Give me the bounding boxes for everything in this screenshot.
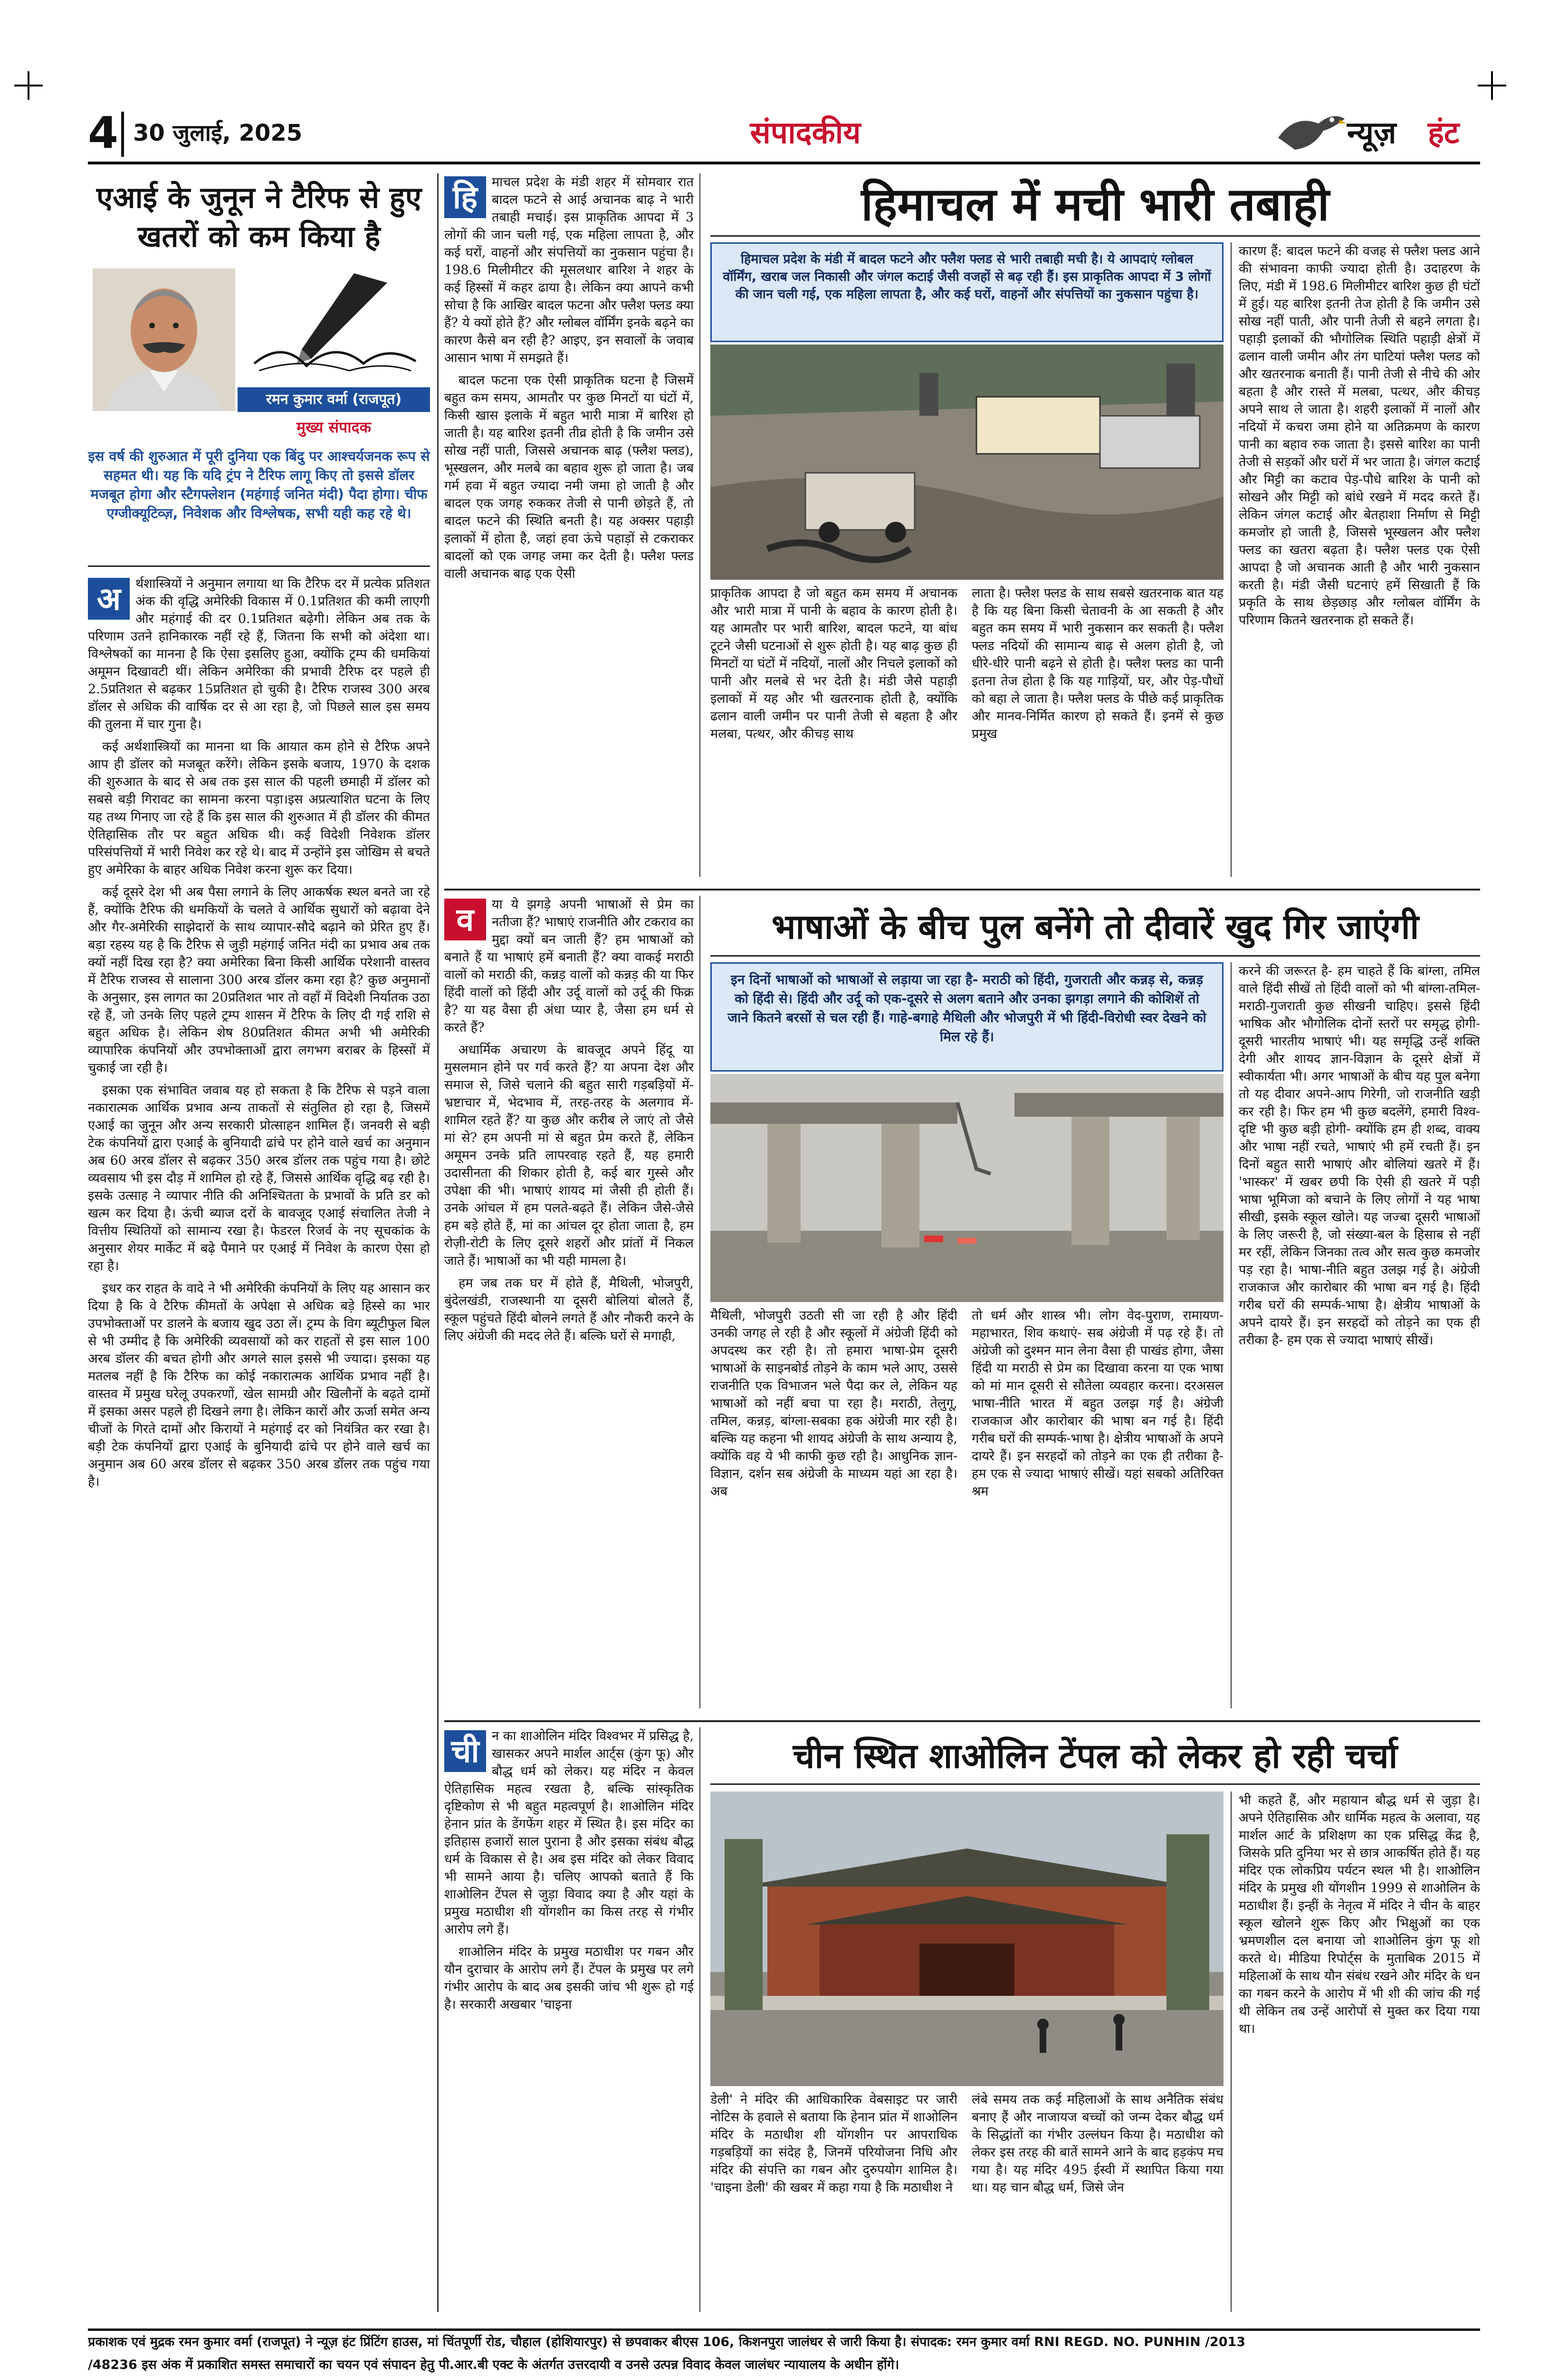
pen-signature-art — [245, 268, 425, 378]
languages-separator — [699, 896, 700, 1708]
issue-date: 30 जुलाई, 2025 — [133, 120, 303, 146]
author-name-bar — [238, 387, 430, 412]
languages-col4: करने की जरूरत है- हम चाहते हैं कि बांग्ला, तमिल वाले हिंदी सीखें तो हिंदी वालों को भी बांग्ला-तमिल-मराठी-गुजराती कुछ सीखनी चाहिए। इससे हिंदी भाषिक और भौगोलिक दोनों स्तरों पर समृद्ध होगी- दूसरी भारतीय भाषाएं भी। यह समृद्धि उन्हें शक्ति देगी और शायद ज्ञान-विज्ञान के दूसरे क्षेत्रों में स्वीकार्यता भी। अगर भाषाओं के बीच यह पुल बनेगा तो यह दीवार अपने-आप गिरेगी, जो राजनीति खड़ी कर रही है। फिर हम भी कुछ बदलेंगे, हमारी विश्व-दृष्टि भी कुछ बड़ी होगी- क्योंकि हम ही शब्द, वाक्य और भाषा नहीं रचते, भाषाएं भी हमें रचती हैं। इन दिनों बहुत सारी भाषाएं और बोलियां खतरे में हैं। 'भास्कर' में खबर छपी कि ऐसी ही खतरे में पड़ी भाषा भूमिजा को बचाने के लिए लोगों ने यह भाषा सीखी, इसके स्कूल खोले। यह जज्बा दूसरी भाषाओं के लिए जरूरी है, जो संख्या-बल के हिसाब से नहीं मर रहीं, लेकिन जिनका तत्व और सत्व कुछ कमजोर पड़ रहा है। भाषा-नीति बहुत उलझ गई है। अंग्रेजी राजकाज और कारोबार की भाषा बन गई है। हिंदी गरीब घरों की सम्पर्क-भाषा है। क्षेत्रीय भाषाओं के अपने दायरे हैं। इन सरहदों को तोड़ने का एक ही तरीका है- हम एक से ज्यादा भाषाएं सीखें। — [1239, 964, 1480, 1348]
registration-mark-top-right-v — [1491, 71, 1493, 100]
languages-article — [444, 896, 1480, 1715]
languages-headline-rule — [710, 955, 1480, 957]
masthead-divider — [121, 112, 124, 157]
himachal-col1 — [444, 173, 694, 877]
column-separator-left — [437, 173, 439, 2312]
shaolin-col3: लंबे समय तक कई महिलाओं के साथ अनैतिक संबंध बनाए हैं और नाजायज बच्चों को जन्म देकर बौद्ध धर्म के सिद्धांतों का गंभीर उल्लंघन किया है। मठाधीश को लेकर इस तरह की बातें सामने आने के बाद हड़कंप मच गया है। यह मंदिर 495 ईस्वी में स्थापित किया गया था। यह चान बौद्ध धर्म, जिसे जेन — [972, 2092, 1224, 2195]
brand-name-part2: हंट — [1428, 115, 1460, 151]
himachal-dropcap: हि — [444, 176, 486, 218]
editorial-paragraph: र्थशास्त्रियों ने अनुमान लगाया था कि टैरिफ दर में प्रत्येक प्रतिशत अंक की वृद्धि अमेरिकी विकास में 0.1प्रतिशत की कमी लाएगी और महंगाई की दर 0.1प्रतिशत बढ़ेगी। लेकिन अब तक के परिणाम उतने हानिकारक नहीं रहे हैं, जितना कि सभी को अंदेशा था।विश्लेषकों का मानना है कि ऐसा इसलिए हुआ, क्योंकि ट्रम्प की धमकियां अमूमन दिखावटी थीं। लेकिन अमेरिका की प्रभावी टैरिफ दर पहले ही 2.5प्रतिशत से बढ़कर 15प्रतिशत हो चुकी है। टैरिफ राजस्व 300 अरब डॉलर से अधिक की वार्षिक दर से आ रहा है, जो पिछले साल इस समय की तुलना में चार गुना है। — [88, 576, 430, 732]
himachal-paragraph: माचल प्रदेश के मंडी शहर में सोमवार रात बादल फटने से आई अचानक बाढ़ ने भारी तबाही मचाई। इस प्राकृतिक आपदा में 3 लोगों की जान चली गई, एक महिला लापता है, और कई घरों, वाहनों और संपत्तियों का नुकसान पहुंचा है। 198.6 मिलीमीटर की मूसलधार बारिश ने शहर के कई हिस्सों में कहर ढाया है। लेकिन क्या आपने कभी सोचा है कि आखिर बादल फटना और फ्लैश फ्लड क्या हैं? ये क्यों होते हैं? और ग्लोबल वॉर्मिंग इनके बढ़ने का कारण कैसे बन रही है? आइए, इन सवालों के जवाब आसान भाषा में समझते हैं। — [444, 175, 694, 365]
himachal-headline-rule — [710, 235, 1480, 237]
section-rule-1 — [444, 889, 1480, 891]
himachal-separator-right — [1231, 242, 1232, 877]
editorial-dropcap: अ — [88, 578, 130, 620]
languages-headline: भाषाओं के बीच पुल बनेंगे तो दीवारें खुद गिर जाएंगी — [771, 907, 1419, 947]
author-title: मुख्य संपादक — [296, 418, 372, 436]
shaolin-article — [444, 1727, 1480, 2317]
editorial-body — [88, 575, 430, 2324]
temple-illustration — [710, 1792, 1224, 2086]
editorial-summary: इस वर्ष की शुरुआत में पूरी दुनिया एक बिंदु पर आश्चर्यजनक रूप से सहमत थी। यह कि यदि ट्रंप ने टैरिफ लागू किए तो इससे डॉलर मजबूत होगा और स्टैगफ्लेशन (महंगाई जनित मंदी) पैदा होगा। चीफ एग्जीक्यूटिव्ज़, निवेशक और विश्लेषक, सभी यही कह रहे थे। — [88, 448, 430, 521]
bridge-photo — [710, 1074, 1224, 1302]
imprint-footer — [88, 2328, 1480, 2376]
imprint-line-1: प्रकाशक एवं मुद्रक रमन कुमार वर्मा (राजपूत) ने न्यूज़ हंट प्रिंटिंग हाउस, मां चिंतपूर्णी रोड, चौहाल (होशियारपुर) से छपवाकर बीएस 106, किशनपुरा जालंधर से जारी किया है। संपादक: रमन कुमार वर्मा RNI REGD. NO. PUNHIN /2013 — [88, 2335, 1246, 2349]
shaolin-temple-photo — [710, 1792, 1224, 2086]
page-number: 4 — [88, 107, 119, 158]
languages-paragraph: अधार्मिक अचारण के बावजूद अपने हिंदू या मुसलमान होने पर गर्व करते हैं? या अपना देश और समाज से, जिसे चलाने की बहुत सारी गड़बड़ियों में- भ्रष्टाचार में, भेदभाव में, तरह-तरह के अलगाव में- शामिल रहते हैं? या कुछ और करीब ले जाएं तो जैसे मां से? हम अपनी मां से बहुत प्रेम करते हैं, लेकिन अमूमन उनके प्रति लापरवाह रहते हैं, यह हमारी उदासीनता की शिकार होती है, कई बार गुस्से और उपेक्षा की भी। भाषाएं शायद मां जैसी ही होती हैं। उनके आंचल में हम पलते-बढ़ते हैं। लेकिन जैसे-जैसे हम बड़े होते हैं, मां का आंचल दूर होता जाता है, हम रोज़ी-रोटी के लिए दूसरे शहरों और प्रांतों में निकल जाते हैं। भाषाओं का भी यही मामला है। — [444, 1043, 694, 1268]
languages-col3: तो धर्म और शास्त्र भी। लोग वेद-पुराण, रामायण-महाभारत, शिव कथाएं- सब अंग्रेजी में पढ़ रहे हैं। तो अंग्रेजी को दुश्मन मान लेना वैसा ही पाखंड होगा, जैसा हिंदी या मराठी से प्रेम का दिखावा करना या एक भाषा को मां मान दूसरी से सौतेला व्यवहार करना। दरअसल भाषा-नीति भारत में बहुत उलझ गई है। अंग्रेजी राजकाज और कारोबार की भाषा बन गई है। हिंदी गरीब घरों की सम्पर्क-भाषा है। क्षेत्रीय भाषाओं के अपने दायरे हैं। इन सरहदों को तोड़ने का एक ही तरीका है- हम एक से ज्यादा भाषाएं सीखें। यहां सबको अतिरिक्त श्रम — [972, 1308, 1224, 1499]
himachal-article — [444, 173, 1480, 886]
section-title: संपादकीय — [750, 115, 861, 151]
section-rule-2 — [444, 1720, 1480, 1722]
fountain-pen-icon — [245, 268, 425, 378]
masthead-rule — [88, 162, 1480, 164]
masthead — [88, 107, 1480, 166]
himachal-separator — [699, 173, 700, 877]
languages-dropcap: व — [444, 899, 486, 940]
languages-col2: मैथिली, भोजपुरी उठती सी जा रही है और हिंदी उनकी जगह ले रही है और स्कूलों में अंग्रेजी हिंदी को अपदस्थ कर रही है। तो हमारा भाषा-प्रेम दूसरी भाषाओं के साइनबोर्ड तोड़ने के काम भले आए, उससे राजनीति एक विभाजन भले पैदा कर ले, लेकिन यह भाषाओं को नहीं बचा पा रहा है। मराठी, तेलुगू, तमिल, कन्नड़, बांग्ला-सबका हक अंग्रेजी मार रही है। बल्कि यह कहना भी शायद अंग्रेजी के साथ अन्याय है, क्योंकि वह ये भी काफी कुछ रही है। आधुनिक ज्ञान-विज्ञान, दर्शन सब अंग्रेजी के माध्यम यहां आ रहा है। अब — [710, 1308, 957, 1499]
himachal-headline: हिमाचल में मची भारी तबाही — [861, 178, 1329, 231]
languages-col1 — [444, 896, 694, 1708]
shaolin-col4: भी कहते हैं, और महायान बौद्ध धर्म से जुड़ा है। अपने ऐतिहासिक और धार्मिक महत्व के अलावा, यह मार्शल आर्ट के प्रशिक्षण का एक प्रसिद्ध केंद्र है, जिसके प्रति दुनिया भर से छात्र आकर्षित होते हैं। यह मंदिर एक लोकप्रिय पर्यटन स्थल भी है। शाओलिन मंदिर के प्रमुख शी योंगशीन 1999 से शाओलिन के मठाधीश हैं। इन्हीं के नेतृत्व में मंदिर ने चीन के बाहर स्कूल खोलने शुरू किए और भिक्षुओं का एक भ्रमणशील दल बनाया जो शाओलिन कुंग फू शो करते थे। मीडिया रिपोर्ट्स के मुताबिक 2015 में महिलाओं के साथ यौन संबंध रखने और मंदिर के धन का गबन करने के आरोप में भी शी की जांच की गई थी लेकिन तब उन्हें आरोपों से मुक्त कर दिया गया था। — [1239, 1793, 1480, 2036]
brand-name-part1: न्यूज़ — [1347, 115, 1396, 151]
himachal-flood-photo — [710, 345, 1224, 580]
himachal-paragraph: बादल फटना एक ऐसी प्राकृतिक घटना है जिसमें बहुत कम समय, आमतौर पर कुछ मिनटों या घंटों में, किसी खास इलाके में बहुत भारी मात्रा में बारिश हो जाती है। यह बारिश इतनी तीव्र होती है कि जमीन उसे सोख नहीं पाती, जिससे अचानक बाढ़ (फ्लैश फ्लड), भूस्खलन, और मलबे का बहाव शुरू हो जाता है। जब गर्म हवा में बहुत ज्यादा नमी जमा हो जाती है और बादल एक जगह रुककर तेजी से पानी छोड़ते हैं, तो बादल फटने की स्थिति बनती है। यह अक्सर पहाड़ी इलाकों में होता है, जहां हवा ऊंचे पहाड़ों से टकराकर बादलों को एक जगह जमा कर देती है। फ्लैश फ्लड वाली अचानक बाढ़ एक ऐसी — [444, 373, 694, 581]
author-portrait-icon — [93, 268, 235, 411]
himachal-summary: हिमाचल प्रदेश के मंडी में बादल फटने और फ्लैश फ्लड से भारी तबाही मची है। ये आपदाएं ग्लोबल वॉर्मिंग, खराब जल निकासी और जंगल कटाई जैसी वजहों से बढ़ रही हैं। इस प्राकृतिक आपदा में 3 लोगों की जान चली गई, एक महिला लापता है, और कई घरों, वाहनों और संपत्तियों का नुकसान पहुंचा है। — [710, 242, 1224, 342]
editorial-article — [88, 173, 430, 2324]
himachal-col3: लाता है। फ्लैश फ्लड के साथ सबसे खतरनाक बात यह है कि यह बिना किसी चेतावनी के आ सकती है और बहुत कम समय में भारी नुकसान कर सकती है। फ्लैश फ्लड नदियों की सामान्य बाढ़ से अलग होती है, जो धीरे-धीरे पानी बढ़ने से होती है। फ्लैश फ्लड का पानी इतना तेज होता है कि यह गाड़ियों, घर, और पेड़-पौधों को बहा ले जाता है। फ्लैश फ्लड के पीछे कई प्राकृतिक और मानव-निर्मित कारण हो सकते हैं। इनमें से कुछ प्रमुख — [972, 586, 1224, 741]
editorial-paragraph: कई अर्थशास्त्रियों का मानना था कि आयात कम होने से टैरिफ अपने आप ही डॉलर को मजबूत करेंगे। लेकिन इसके बजाय, 1970 के दशक की शुरुआत के बाद से अब तक इस साल की पहली छमाही में डॉलर को सबसे बड़ी गिरावट का सामना करना पड़ा।इस अप्रत्याशित घटना के लिए यह तथ्य गिनाए जा रहे हैं कि इस साल की शुरुआत में ही डॉलर की कीमत ऐतिहासिक तौर पर बहुत अधिक थी। कई विदेशी निवेशक डॉलर परिसंपत्तियों में भारी निवेश कर रहे थे। बाद में उन्होंने इस जोखिम से बचते हुए अमेरिका के बाहर अधिक निवेश करना शुरू कर दिया। — [88, 739, 430, 877]
languages-paragraph: हम जब तक घर में होते हैं, मैथिली, भोजपुरी, बुंदेलखंडी, राजस्थानी या दूसरी बोलियां बोलते हैं, स्कूल पहुंचते हिंदी बोलने लगते हैं और नौकरी करने के लिए अंग्रेजी की मदद लेते हैं। बल्कि घरों से मगाही, — [444, 1276, 694, 1343]
author-photo — [93, 268, 235, 411]
eagle-logo-icon — [1276, 109, 1347, 157]
shaolin-paragraph: शाओलिन मंदिर के प्रमुख मठाधीश पर गबन और यौन दुराचार के आरोप लगे हैं। टेंपल के प्रमुख पर लगे गंभीर आरोप के बाद अब इसकी जांच भी शुरू हो गई है। सरकारी अखबार 'चाइना — [444, 1945, 694, 2012]
shaolin-separator — [699, 1727, 700, 2312]
languages-separator-right — [1231, 962, 1232, 1708]
shaolin-col1 — [444, 1727, 694, 2312]
editorial-paragraph: कई दूसरे देश भी अब पैसा लगाने के लिए आकर्षक स्थल बनते जा रहे हैं, क्योंकि टैरिफ की धमकियों के चलते वे आर्थिक सुधारों को बढ़ावा देने और गैर-अमेरिकी साझेदारों के साथ व्यापार-सौदे बढ़ाने को प्रेरित हुए हैं। बड़ा रहस्य यह है कि टैरिफ से जुड़ी महंगाई जनित मंदी का प्रभाव अब तक क्यों नहीं दिख रहा है? क्या अमेरिका बिना किसी आर्थिक परेशानी वास्तव में टैरिफ राजस्व से सालाना 300 अरब डॉलर कमा रहा है? कुछ अनुमानों के अनुसार, इस लागत का 20प्रतिशत भार तो वहाँ में विदेशी निर्यातक उठा रहे हैं, जो उनके लिए पहले ट्रम्प शासन में टैरिफ के लिए दी गई राशि से बहुत अधिक है। लेकिन शेष 80प्रतिशत कीमत अभी भी अमेरिकी व्यापारिक कंपनियों और उपभोक्ताओं द्वारा लगभग बराबर के हिस्सों में चुकाई जा रही है। — [88, 885, 430, 1075]
languages-paragraph: या ये झगड़े अपनी भाषाओं से प्रेम का नतीजा हैं? भाषाएं राजनीति और टकराव का मुद्दा क्यों बन जाती हैं? हम भाषाओं को बनाते हैं या भाषाएं हमें बनाती हैं? क्या वाकई मराठी वालों को मराठी की, कन्नड़ वालों को कन्नड़ की या फिर हिंदी वालों को हिंदी और उर्दू वालों को उर्दू की फिक्र है? या यह वैसा ही अंधा प्यार है, जैसा हम धर्म से करते हैं? — [444, 897, 694, 1035]
registration-mark-top-left-v — [28, 71, 29, 100]
author-name: रमन कुमार वर्मा (राजपूत) — [266, 391, 402, 408]
shaolin-dropcap: ची — [444, 1730, 486, 1772]
editorial-headline: एआई के जुनून ने टैरिफ से हुए खतरों को कम किया है — [96, 180, 422, 254]
shaolin-headline: चीन स्थित शाओलिन टेंपल को लेकर हो रही चर्चा — [793, 1736, 1398, 1776]
shaolin-col2: डेली' ने मंदिर की आधिकारिक वेबसाइट पर जारी नोटिस के हवाले से बताया कि हेनान प्रांत में शाओलिन मंदिर के मठाधीश शी योंगशीन पर आपराधिक गड़बड़ियों का संदेह है, जिनमें परियोजना निधि और मंदिर की संपत्ति का गबन और दुरुपयोग शामिल है। 'चाइना डेली' की खबर में कहा गया है कि मठाधीश ने — [710, 2092, 957, 2195]
imprint-line-2: /48236 इस अंक में प्रकाशित समस्त समाचारों का चयन एवं संपादन हेतु पी.आर.बी एक्ट के अंतर्गत उत्तरदायी व उनसे उत्पन्न विवाद केवल जालंधर न्यायालय के अधीन होंगे। — [88, 2357, 899, 2372]
flood-scene-illustration — [710, 345, 1224, 580]
himachal-col4: कारण हैं: बादल फटने की वजह से फ्लैश फ्लड आने की संभावना काफी ज्यादा होती है। उदाहरण के लिए, मंडी में 198.6 मिलीमीटर बारिश कुछ ही घंटों में हुई। यह बारिश इतनी तेज होती है कि जमीन उसे सोख नहीं पाती, और पानी तेजी से बहने लगता है। पहाड़ी इलाकों की भौगोलिक स्थिति पहाड़ी क्षेत्रों में ढलान वाली जमीन और तंग घाटियां फ्लैश फ्लड को और खतरनाक बनाती हैं। पानी तेजी से नीचे की ओर बहता है और रास्ते में मलबा, पत्थर, और कीचड़ अपने साथ ले जाता है। शहरी इलाकों में नालों और नदियों में कचरा जमा होने या अतिक्रमण के कारण पानी का बहाव रुक जाता है। इससे बारिश का पानी तेजी से सड़कों और घरों में भर जाता है। जंगल कटाई और मिट्टी का कटाव पेड़-पौधे बारिश के पानी को सोखने और मिट्टी को बांधे रखने में मदद करते हैं। लेकिन जंगल कटाई और बेतहाशा निर्माण से मिट्टी कमजोर हो जाती है, जिससे भूस्खलन और फ्लैश फ्लड का खतरा बढ़ता है। फ्लैश फ्लड एक ऐसी आपदा है जो अचानक आती है और भारी नुकसान करती है। मंडी जैसी घटनाएं हमें सिखाती हैं कि प्रकृति के साथ छेड़छाड़ और ग्लोबल वॉर्मिंग के परिणाम कितने खतरनाक हो सकते हैं। — [1239, 244, 1480, 628]
shaolin-separator-right — [1231, 1792, 1232, 2312]
brand-logo — [1276, 107, 1480, 159]
shaolin-headline-rule — [710, 1783, 1480, 1785]
shaolin-paragraph: न का शाओलिन मंदिर विश्वभर में प्रसिद्ध है, खासकर अपने मार्शल आर्ट्स (कुंग फू) और बौद्ध धर्म को लेकर। यह मंदिर न केवल ऐतिहासिक महत्व रखता है, बल्कि सांस्कृतिक दृष्टिकोण से भी बहुत महत्वपूर्ण है। शाओलिन मंदिर हेनान प्रांत के डेंगफेंग शहर में स्थित है। इस मंदिर का इतिहास हजारों साल पुराना है और इसका संबंध बौद्ध धर्म के विकास से है। अब इस मंदिर को लेकर विवाद भी सामने आया है। चलिए आपको बताते हैं कि शाओलिन टेंपल से जुड़ा विवाद क्या है और यहां के प्रमुख मठाधीश शी योंगशीन का किस तरह से गंभीर आरोप लगे हैं। — [444, 1729, 694, 1937]
editorial-paragraph: इधर कर राहत के वादे ने भी अमेरिकी कंपनियों के लिए यह आसान कर दिया है कि वे टैरिफ कीमतों के अपेक्षा से अधिक बड़े हिस्से का भार उपभोक्ताओं पर डालने के बजाय खुद उठा लें। ट्रम्प के विग ब्यूटीफुल बिल से भी उम्मीद है कि अमेरिकी व्यवसायों को कर राहतों से इस साल 100 अरब डॉलर की बचत होगी और अगले साल इससे भी ज्यादा। इसका यह मतलब नहीं है कि टैरिफ का कोई नकारात्मक आर्थिक प्रभाव नहीं है। वास्तव में प्रमुख घरेलू उपकरणों, खेल सामग्री और खिलौनों के बढ़ते दामों में इसका असर पहले ही दिखने लगा है। लेकिन कारों और ऊर्जा समेत अन्य चीजों के गिरते दामों और किरायों ने महंगाई दर को नियंत्रित कर रखा है। बड़ी टेक कंपनियों द्वारा एआई के बुनियादी ढांचे पर होने वाले खर्च का अनुमान अब 60 अरब डॉलर से बढ़कर 350 अरब डॉलर तक पहुंच गया है। — [88, 1281, 430, 1489]
broken-bridge-illustration — [710, 1074, 1224, 1302]
summary-rule — [88, 565, 430, 567]
editorial-paragraph: इसका एक संभावित जवाब यह हो सकता है कि टैरिफ से पड़ने वाला नकारात्मक आर्थिक प्रभाव अन्य ताकतों से संतुलित हो रहा है, जिसमें एआई का जुनून और अन्य सरकारी प्रोत्साहन शामिल हैं। जनवरी से बड़ी टेक कंपनियों द्वारा एआई के बुनियादी ढांचे पर होने वाले खर्च का अनुमान अब 60 अरब डॉलर से बढ़कर 350 अरब डॉलर तक पहुंच गया है। छोटे व्यवसाय भी इस दौड़ में शामिल हो रहे हैं, जिससे आर्थिक वृद्धि बढ़ रही है। इसके उत्साह ने व्यापार नीति की अनिश्चितता के प्रभावों के प्रति डर को खत्म कर दिया है। ऊंची ब्याज दरों के बावजूद एआई संचालित तेजी ने वित्तीय स्थितियों को सामान्य रखा है। फेडरल रिजर्व के नए सूचकांक के अनुसार शेयर मार्केट में बढ़े पैमाने पर एआई में निवेश के कारण ऐसा हो रहा है। — [88, 1083, 430, 1274]
himachal-col2: प्राकृतिक आपदा है जो बहुत कम समय में अचानक और भारी मात्रा में पानी के बहाव के कारण होती है। यह आमतौर पर भारी बारिश, बादल फटने, या बांध टूटने जैसी घटनाओं से शुरू होती है। यह बाढ़ कुछ ही मिनटों या घंटों में नदियों, नालों और निचले इलाकों को पानी और मलबे से भर देती है। मंडी जैसे पहाड़ी इलाकों में यह और भी खतरनाक होती है, क्योंकि ढलान वाली जमीन पर पानी तेजी से बहता है और मलबा, पत्थर, और कीचड़ साथ — [710, 586, 957, 741]
languages-summary: इन दिनों भाषाओं को भाषाओं से लड़ाया जा रहा है- मराठी को हिंदी, गुजराती और कन्नड़ से, कन्नड़ को हिंदी से। हिंदी और उर्दू को एक-दूसरे से अलग बताने और उनका झगड़ा लगाने की कोशिशें तो जाने कितने बरसों से चल रही हैं। गाहे-बगाहे मैथिली और भोजपुरी में भी हिंदी-विरोधी स्वर देखने को मिल रहे हैं। — [710, 962, 1224, 1072]
